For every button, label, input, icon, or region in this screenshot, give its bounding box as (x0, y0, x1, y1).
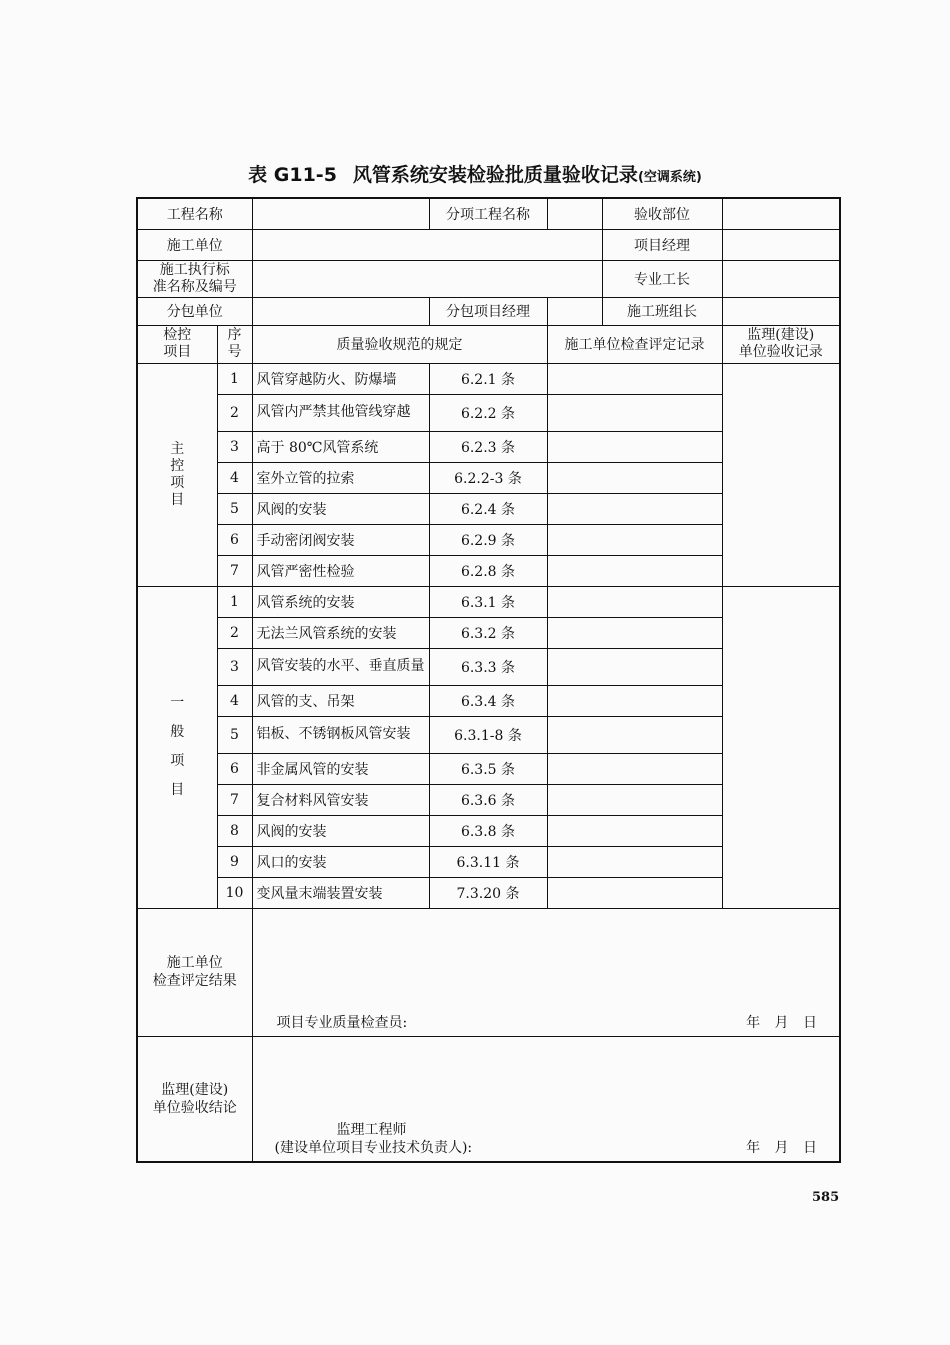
item-clause: 6.3.3 条 (429, 648, 547, 685)
item-clause: 6.2.2-3 条 (429, 462, 547, 493)
category-column-header (137, 325, 217, 363)
item-check-field[interactable] (547, 685, 722, 716)
standard-label (137, 260, 252, 297)
item-description: 复合材料风管安装 (252, 784, 429, 815)
item-check-field[interactable] (547, 493, 722, 524)
item-number: 1 (217, 586, 252, 617)
item-description: 风管系统的安装 (252, 586, 429, 617)
general-supervise-field[interactable] (722, 586, 840, 908)
item-check-field[interactable] (547, 753, 722, 784)
supervise-column-header (722, 325, 840, 363)
result-label (137, 908, 252, 1036)
general-label-char: 般 (170, 724, 185, 740)
team-leader-field[interactable] (722, 297, 840, 325)
standard-field[interactable] (252, 260, 602, 297)
result-label-line1: 施工单位 (166, 955, 223, 971)
item-number: 7 (217, 555, 252, 586)
supervising-engineer-line2: (建设单位项目专业技术负责人): (274, 1140, 473, 1156)
item-check-field[interactable] (547, 586, 722, 617)
item-number: 6 (217, 753, 252, 784)
item-description: 风管穿越防火、防爆墙 (252, 363, 429, 394)
item-check-field[interactable] (547, 877, 722, 908)
acceptance-part-field[interactable] (722, 198, 840, 229)
general-items-label (137, 586, 217, 908)
main-items-label (137, 363, 217, 586)
item-clause: 6.3.5 条 (429, 753, 547, 784)
item-description: 风管内严禁其他管线穿越 (252, 394, 429, 431)
seq-column-header (217, 325, 252, 363)
general-label-char: 项 (170, 753, 185, 769)
item-clause: 6.3.1-8 条 (429, 716, 547, 753)
header-row-3 (137, 260, 840, 297)
table-code: 表 G11-5 (248, 164, 337, 186)
item-clause: 6.3.2 条 (429, 617, 547, 648)
item-description: 风口的安装 (252, 846, 429, 877)
result-date: 年 月 日 (746, 1014, 817, 1031)
item-number: 2 (217, 617, 252, 648)
item-check-field[interactable] (547, 648, 722, 685)
item-description: 无法兰风管系统的安装 (252, 617, 429, 648)
item-description: 风阀的安装 (252, 815, 429, 846)
conclusion-row (137, 1036, 840, 1162)
item-number: 4 (217, 462, 252, 493)
result-field[interactable] (252, 908, 840, 1036)
title-main: 风管系统安装检验批质量验收记录 (352, 164, 638, 186)
item-clause: 6.2.4 条 (429, 493, 547, 524)
header-row-4 (137, 297, 840, 325)
foreman-field[interactable] (722, 260, 840, 297)
project-manager-label: 项目经理 (602, 229, 722, 260)
main-label-char: 目 (170, 491, 185, 508)
project-manager-field[interactable] (722, 229, 840, 260)
item-check-field[interactable] (547, 462, 722, 493)
sub-project-name-label: 分项工程名称 (429, 198, 547, 229)
item-check-field[interactable] (547, 617, 722, 648)
general-item-row (137, 586, 840, 617)
item-number: 4 (217, 685, 252, 716)
conclusion-date: 年 月 日 (746, 1140, 817, 1156)
project-name-field[interactable] (252, 198, 429, 229)
main-label-char: 主 (170, 440, 185, 457)
item-check-field[interactable] (547, 363, 722, 394)
page-title (0, 160, 950, 187)
supervising-engineer-label (275, 1121, 473, 1157)
foreman-label: 专业工长 (602, 260, 722, 297)
header-row-2 (137, 229, 840, 260)
seq-header-line2: 号 (227, 344, 242, 360)
item-number: 6 (217, 524, 252, 555)
item-number: 7 (217, 784, 252, 815)
item-description: 风管的支、吊架 (252, 685, 429, 716)
item-description: 非金属风管的安装 (252, 753, 429, 784)
item-number: 2 (217, 394, 252, 431)
item-description: 风阀的安装 (252, 493, 429, 524)
construction-unit-label: 施工单位 (137, 229, 252, 260)
sub-manager-label: 分包项目经理 (429, 297, 547, 325)
item-check-field[interactable] (547, 815, 722, 846)
conclusion-label-line2: 单位验收结论 (152, 1099, 237, 1116)
project-name-label: 工程名称 (137, 198, 252, 229)
acceptance-part-label: 验收部位 (602, 198, 722, 229)
supervise-header-line2: 单位验收记录 (738, 344, 823, 360)
item-number: 9 (217, 846, 252, 877)
item-clause: 6.2.2 条 (429, 394, 547, 431)
item-description: 风管严密性检验 (252, 555, 429, 586)
item-description: 风管安装的水平、垂直质量 (252, 648, 429, 685)
main-item-row (137, 363, 840, 394)
item-description: 变风量末端装置安装 (252, 877, 429, 908)
conclusion-field[interactable] (252, 1036, 840, 1162)
quality-inspector-label: 项目专业质量检查员: (276, 1014, 408, 1031)
category-header-line2: 项目 (163, 344, 192, 360)
item-clause: 7.3.20 条 (429, 877, 547, 908)
title-sub: (空调系统) (637, 170, 702, 185)
item-clause: 6.2.9 条 (429, 524, 547, 555)
item-description: 手动密闭阀安装 (252, 524, 429, 555)
main-supervise-field[interactable] (722, 363, 840, 586)
supervising-engineer-line1: 监理工程师 (336, 1122, 407, 1138)
inspection-record-table (136, 197, 841, 1163)
item-number: 10 (217, 877, 252, 908)
item-description: 铝板、不锈钢板风管安装 (252, 716, 429, 753)
category-header-line1: 检控 (163, 327, 192, 343)
result-label-line2: 检查评定结果 (152, 973, 237, 989)
item-clause: 6.3.11 条 (429, 846, 547, 877)
conclusion-label-line1: 监理(建设) (161, 1081, 229, 1098)
item-number: 5 (217, 716, 252, 753)
check-column-header: 施工单位检查评定记录 (547, 325, 722, 363)
sub-project-name-field[interactable] (547, 198, 602, 229)
item-number: 8 (217, 815, 252, 846)
item-clause: 6.3.8 条 (429, 815, 547, 846)
item-clause: 6.3.1 条 (429, 586, 547, 617)
item-check-field[interactable] (547, 431, 722, 462)
item-check-field[interactable] (547, 784, 722, 815)
subcontractor-field[interactable] (252, 297, 429, 325)
page-number: 585 (812, 1190, 840, 1205)
construction-unit-field[interactable] (252, 229, 602, 260)
main-label-char: 控 (170, 457, 185, 474)
item-check-field[interactable] (547, 846, 722, 877)
item-check-field[interactable] (547, 394, 722, 431)
sub-manager-field[interactable] (547, 297, 602, 325)
item-number: 3 (217, 648, 252, 685)
team-leader-label: 施工班组长 (602, 297, 722, 325)
standard-label-line2: 准名称及编号 (152, 278, 237, 295)
main-label-char: 项 (170, 474, 185, 491)
item-check-field[interactable] (547, 524, 722, 555)
standard-label-line1: 施工执行标 (159, 261, 230, 278)
spec-column-header: 质量验收规范的规定 (252, 325, 547, 363)
item-check-field[interactable] (547, 716, 722, 753)
general-label-char: 一 (170, 695, 185, 711)
item-description: 室外立管的拉索 (252, 462, 429, 493)
column-header-row (137, 325, 840, 363)
item-clause: 6.3.4 条 (429, 685, 547, 716)
header-row-1 (137, 198, 840, 229)
conclusion-label (137, 1036, 252, 1162)
item-clause: 6.3.6 条 (429, 784, 547, 815)
item-number: 3 (217, 431, 252, 462)
supervise-header-line1: 监理(建设) (747, 327, 815, 343)
general-label-char: 目 (170, 782, 185, 798)
item-number: 1 (217, 363, 252, 394)
item-description: 高于 80℃风管系统 (252, 431, 429, 462)
item-number: 5 (217, 493, 252, 524)
result-row (137, 908, 840, 1036)
subcontractor-label: 分包单位 (137, 297, 252, 325)
seq-header-line1: 序 (227, 327, 242, 343)
item-clause: 6.2.3 条 (429, 431, 547, 462)
item-check-field[interactable] (547, 555, 722, 586)
item-clause: 6.2.8 条 (429, 555, 547, 586)
item-clause: 6.2.1 条 (429, 363, 547, 394)
